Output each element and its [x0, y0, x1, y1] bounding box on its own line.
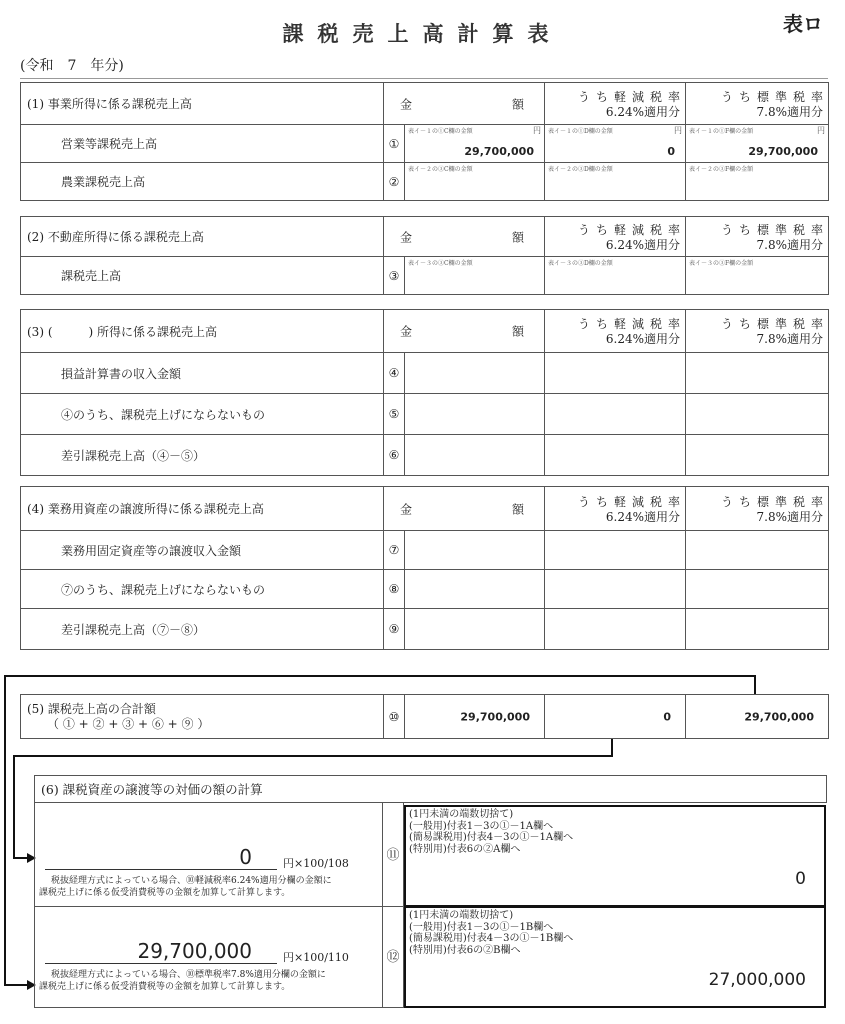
amount-field[interactable]	[405, 435, 545, 476]
reduced-rate-field[interactable]	[545, 435, 686, 476]
amount-header: 金 額	[384, 310, 545, 353]
section1-title: (1) 事業所得に係る課税売上高	[21, 83, 384, 125]
row-number: ⑪	[383, 802, 404, 907]
standard-rate-field[interactable]	[686, 570, 829, 609]
reduced-rate-field[interactable]	[545, 394, 686, 435]
reduced-rate-field[interactable]	[545, 353, 686, 394]
row-number: ⑧	[384, 570, 405, 609]
row-label: 課税売上高	[21, 257, 384, 295]
standard-rate-header: うち標準税率 7.8%適用分	[686, 310, 829, 353]
amount-field[interactable]: 表イ－３の③C欄の金額	[405, 257, 545, 295]
result-box-12	[404, 906, 826, 1008]
standard-rate-header: うち標準税率 7.8%適用分	[686, 217, 829, 257]
amount-field[interactable]	[405, 394, 545, 435]
input-underline	[45, 869, 277, 870]
row-number: ①	[384, 125, 405, 163]
section4-title: (4) 業務用資産の譲渡所得に係る課税売上高	[21, 487, 384, 531]
amount-field[interactable]: 表イ－１の①C欄の金額 円 29,700,000	[405, 125, 545, 163]
input-underline	[45, 963, 277, 964]
standard-rate-field[interactable]	[686, 394, 829, 435]
row-label: 差引課税売上高（④－⑤）	[21, 435, 384, 476]
amount-field[interactable]: 表イ－２の③C欄の金額	[405, 163, 545, 201]
amount-header: 金 額	[384, 217, 545, 257]
taxable-standard-input[interactable]: 29,700,000	[137, 939, 252, 963]
row-number: ③	[384, 257, 405, 295]
standard-rate-header: うち標準税率 7.8%適用分	[686, 83, 829, 125]
reduced-rate-field[interactable]	[545, 570, 686, 609]
divider	[20, 78, 828, 79]
row-label: ⑦のうち、課税売上げにならないもの	[21, 570, 384, 609]
reduced-rate-field[interactable]: 表イ－３の③D欄の金額	[545, 257, 686, 295]
connector-inner-top	[13, 755, 613, 757]
connector-outer-bottom	[4, 984, 29, 986]
total-reduced-rate-field[interactable]: 0	[545, 695, 686, 739]
connector-inner-left	[13, 755, 15, 859]
connector-outer-top	[4, 675, 756, 677]
table-row	[21, 163, 829, 201]
table-row	[21, 435, 829, 476]
standard-rate-field[interactable]	[686, 435, 829, 476]
table-row	[21, 394, 829, 435]
section3-table	[20, 309, 829, 476]
standard-rate-field[interactable]: 表イ－１の①F欄の金額 円 29,700,000	[686, 125, 829, 163]
calc-row-12	[34, 906, 383, 1008]
destination-note: (1円未満の端数切捨て) (一般用)付表1－3の①－1B欄へ (簡易課税用)付表4－3の①－1B欄へ (特別用)付表6の②B欄へ	[409, 910, 574, 956]
row-number: ⑥	[384, 435, 405, 476]
table-row	[21, 531, 829, 570]
destination-note: (1円未満の端数切捨て) (一般用)付表1－3の①－1A欄へ (簡易課税用)付表4－3の①－1A欄へ (特別用)付表6の②A欄へ	[409, 809, 574, 855]
row-label: 差引課税売上高（⑦－⑧）	[21, 609, 384, 650]
row-number: ⑦	[384, 531, 405, 570]
row-label: 業務用固定資産等の譲渡収入金額	[21, 531, 384, 570]
page-title: 課税売上高計算表	[282, 22, 563, 46]
amount-field[interactable]	[405, 353, 545, 394]
standard-rate-header: うち標準税率 7.8%適用分	[686, 487, 829, 531]
amount-field[interactable]	[405, 570, 545, 609]
standard-rate-field[interactable]: 表イ－２の③F欄の金額	[686, 163, 829, 201]
row-label: 農業課税売上高	[21, 163, 384, 201]
amount-field[interactable]	[405, 531, 545, 570]
calc-row-11	[34, 802, 383, 907]
table-row	[21, 125, 829, 163]
conversion-factor: 円×100/108	[283, 857, 349, 870]
row-number: ②	[384, 163, 405, 201]
result-value[interactable]: 0	[795, 869, 806, 889]
taxable-reduced-input[interactable]: 0	[239, 845, 252, 869]
amount-field[interactable]	[405, 609, 545, 650]
result-box-11	[404, 805, 826, 907]
amount-header: 金 額	[384, 487, 545, 531]
section5-title: (5) 課税売上高の合計額 （ ① + ② + ③ + ⑥ + ⑨ ）	[21, 695, 384, 739]
form-id: 表ロ	[783, 12, 823, 36]
section6-title: (6) 課税資産の譲渡等の対価の額の計算	[34, 775, 827, 803]
connector-outer-right	[754, 675, 756, 695]
reduced-rate-header: うち軽減税率 6.24%適用分	[545, 217, 686, 257]
section5-table	[20, 694, 829, 739]
row-number: ⑤	[384, 394, 405, 435]
reduced-rate-field[interactable]: 表イ－２の③D欄の金額	[545, 163, 686, 201]
section4-table	[20, 486, 829, 650]
section3-title: (3) ( ) 所得に係る課税売上高	[21, 310, 384, 353]
table-row	[21, 353, 829, 394]
section2-title: (2) 不動産所得に係る課税売上高	[21, 217, 384, 257]
row-number: ⑫	[383, 906, 404, 1008]
row-number: ④	[384, 353, 405, 394]
conversion-factor: 円×100/110	[283, 951, 349, 964]
reduced-rate-header: うち軽減税率 6.24%適用分	[545, 83, 686, 125]
total-standard-rate-field[interactable]: 29,700,000	[686, 695, 829, 739]
row-number: ⑨	[384, 609, 405, 650]
calc-note: 税抜経理方式によっている場合、⑩軽減税率6.24%適用分欄の金額に 課税売上げに係る仮受消費税等の金額を加算して計算します。	[39, 876, 332, 898]
row-label: ④のうち、課税売上げにならないもの	[21, 394, 384, 435]
section1-table	[20, 82, 829, 201]
reduced-rate-header: うち軽減税率 6.24%適用分	[545, 487, 686, 531]
amount-header: 金 額	[384, 83, 545, 125]
row-number: ⑩	[384, 695, 405, 739]
row-label: 営業等課税売上高	[21, 125, 384, 163]
row-label: 損益計算書の収入金額	[21, 353, 384, 394]
reduced-rate-field[interactable]: 表イ－１の①D欄の金額 円 0	[545, 125, 686, 163]
section2-table	[20, 216, 829, 295]
standard-rate-field[interactable]	[686, 609, 829, 650]
reduced-rate-field[interactable]	[545, 531, 686, 570]
table-row	[21, 570, 829, 609]
result-value[interactable]: 27,000,000	[708, 970, 806, 990]
standard-rate-field[interactable]	[686, 531, 829, 570]
calc-note: 税抜経理方式によっている場合、⑩標準税率7.8%適用分欄の金額に 課税売上げに係る仮受消費税等の金額を加算して計算します。	[39, 970, 326, 992]
table-row	[21, 609, 829, 650]
reduced-rate-field[interactable]	[545, 609, 686, 650]
connector-outer-left	[4, 675, 6, 986]
standard-rate-field[interactable]: 表イ－３の③F欄の金額	[686, 257, 829, 295]
total-amount-field[interactable]: 29,700,000	[405, 695, 545, 739]
reduced-rate-header: うち軽減税率 6.24%適用分	[545, 310, 686, 353]
table-row	[21, 257, 829, 295]
year-label: (令和 7 年分)	[20, 58, 124, 74]
table-row	[21, 695, 829, 739]
standard-rate-field[interactable]	[686, 353, 829, 394]
